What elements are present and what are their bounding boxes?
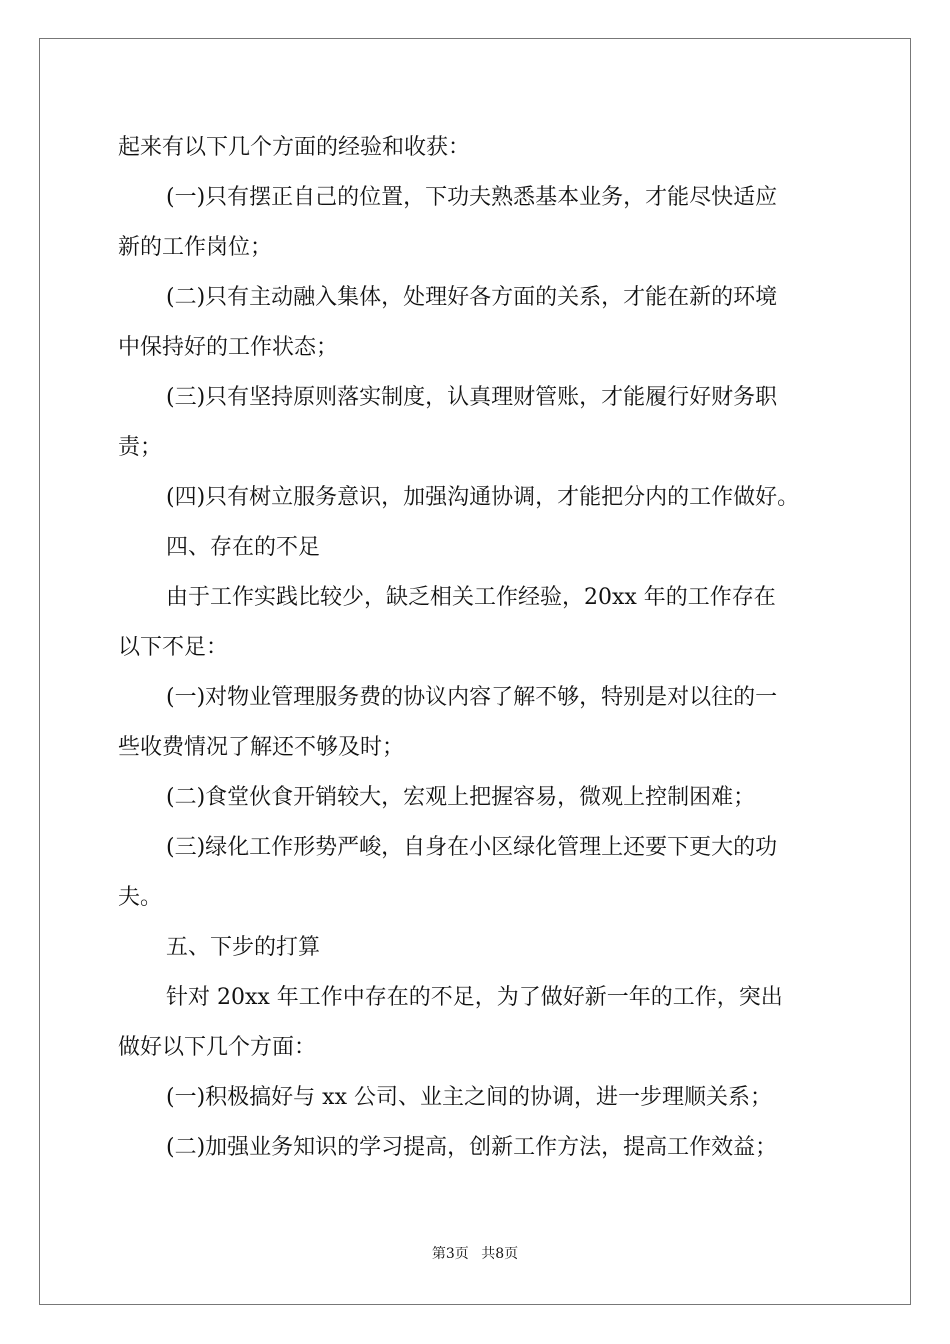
- text-line: 些收费情况了解还不够及时；: [118, 735, 405, 760]
- text-line: 由于工作实践比较少，缺乏相关工作经验，20xx 年的工作存在: [166, 585, 776, 610]
- text-line: 起来有以下几个方面的经验和收获：: [118, 135, 471, 160]
- text-line: 夫。: [118, 885, 163, 910]
- page-border: [39, 38, 911, 1305]
- text-line: (四)只有树立服务意识，加强沟通协调，才能把分内的工作做好。: [166, 485, 800, 510]
- text-line: (一)只有摆正自己的位置，下功夫熟悉基本业务，才能尽快适应: [166, 185, 778, 210]
- text-line: 新的工作岗位；: [118, 235, 273, 260]
- text-line: 中保持好的工作状态；: [118, 335, 339, 360]
- section-heading: 五、下步的打算: [166, 935, 321, 960]
- section-heading: 四、存在的不足: [166, 535, 321, 560]
- text-line: 针对 20xx 年工作中存在的不足，为了做好新一年的工作，突出: [166, 985, 783, 1010]
- page-number: 第3页: [431, 1246, 469, 1262]
- page-total: 共8页: [481, 1246, 519, 1262]
- text-line: (一)对物业管理服务费的协议内容了解不够，特别是对以往的一: [166, 685, 778, 710]
- text-line: 责；: [118, 435, 163, 460]
- text-line: 做好以下几个方面：: [118, 1035, 317, 1060]
- page-footer: [0, 1245, 950, 1263]
- text-line: (二)只有主动融入集体，处理好各方面的关系，才能在新的环境: [166, 285, 778, 310]
- text-line: (二)食堂伙食开销较大，宏观上把握容易，微观上控制困难；: [166, 785, 756, 810]
- text-line: (一)积极搞好与 xx 公司、业主之间的协调，进一步理顺关系；: [166, 1085, 772, 1110]
- text-line: (三)绿化工作形势严峻，自身在小区绿化管理上还要下更大的功: [166, 835, 778, 860]
- text-line: 以下不足：: [118, 635, 229, 660]
- text-line: (三)只有坚持原则落实制度，认真理财管账，才能履行好财务职: [166, 385, 778, 410]
- text-line: (二)加强业务知识的学习提高，创新工作方法，提高工作效益；: [166, 1135, 778, 1160]
